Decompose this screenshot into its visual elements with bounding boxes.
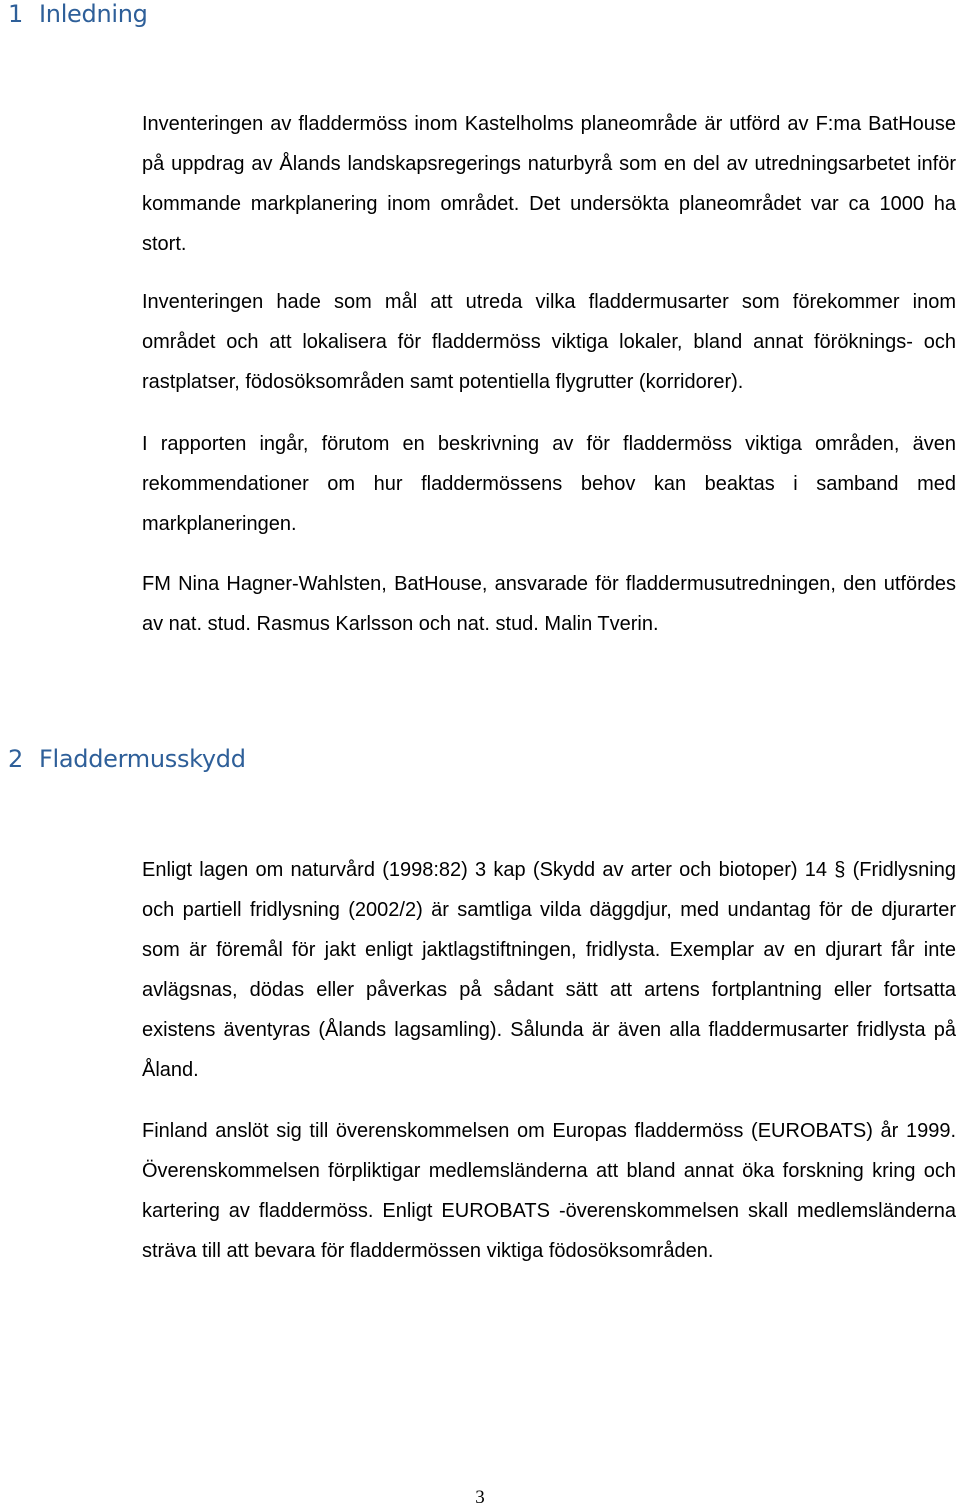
section-1-number: 1 <box>8 0 23 28</box>
page-number: 3 <box>475 1487 485 1508</box>
section-1-body <box>142 104 956 644</box>
paragraph-1-4: FM Nina Hagner-Wahlsten, BatHouse, ansvarade för fladdermusutredningen, den utfördes av nat. stud. Rasmus Karlsson och nat. stud. Malin Tverin. <box>142 573 956 635</box>
section-1-title: Inledning <box>39 0 148 28</box>
paragraph-1-1: Inventeringen av fladdermöss inom Kastelholms planeområde är utförd av F:ma BatHouse på uppdrag av Ålands landskapsregerings naturbyrå som en del av utredningsarbetet inför kommande markplanering inom området. Det undersökta planeområdet var ca 1000 ha stort. <box>142 113 956 255</box>
paragraph-2-1: Enligt lagen om naturvård (1998:82) 3 kap (Skydd av arter och biotoper) 14 § (Fridlysning och partiell fridlysning (2002/2) är samtliga vilda däggdjur, med undantag för de djurarter som är föremål för jakt enligt jaktlagstiftningen, fridlysta. Exemplar av en djurart får inte avlägsnas, dödas eller påverkas på sådant sätt att artens fortplantning eller fortsatta existens äventyras (Ålands lagsamling). Sålunda är även alla fladdermusarter fridlysta på Åland. <box>142 859 956 1081</box>
section-2-title: Fladdermusskydd <box>39 745 246 773</box>
section-1-heading <box>8 0 148 28</box>
section-2-number: 2 <box>8 745 23 773</box>
section-2-heading <box>8 745 246 773</box>
section-2-body <box>142 850 956 1271</box>
paragraph-1-2: Inventeringen hade som mål att utreda vilka fladdermusarter som förekommer inom området och att lokalisera för fladdermöss viktiga lokaler, bland annat föröknings- och rastplatser, födosöksområden samt potentiella flygrutter (korridorer). <box>142 291 956 393</box>
paragraph-2-2: Finland anslöt sig till överenskommelsen om Europas fladdermöss (EUROBATS) år 1999. Överenskommelsen förpliktigar medlemsländerna att bland annat öka forskning kring och kartering av fladdermöss. Enligt EUROBATS -överenskommelsen skall medlemsländerna sträva till att bevara för fladdermössen viktiga födosöksområden. <box>142 1120 956 1262</box>
paragraph-1-3: I rapporten ingår, förutom en beskrivning av för fladdermöss viktiga områden, även rekommendationer om hur fladdermössens behov kan beaktas i samband med markplaneringen. <box>142 433 956 535</box>
